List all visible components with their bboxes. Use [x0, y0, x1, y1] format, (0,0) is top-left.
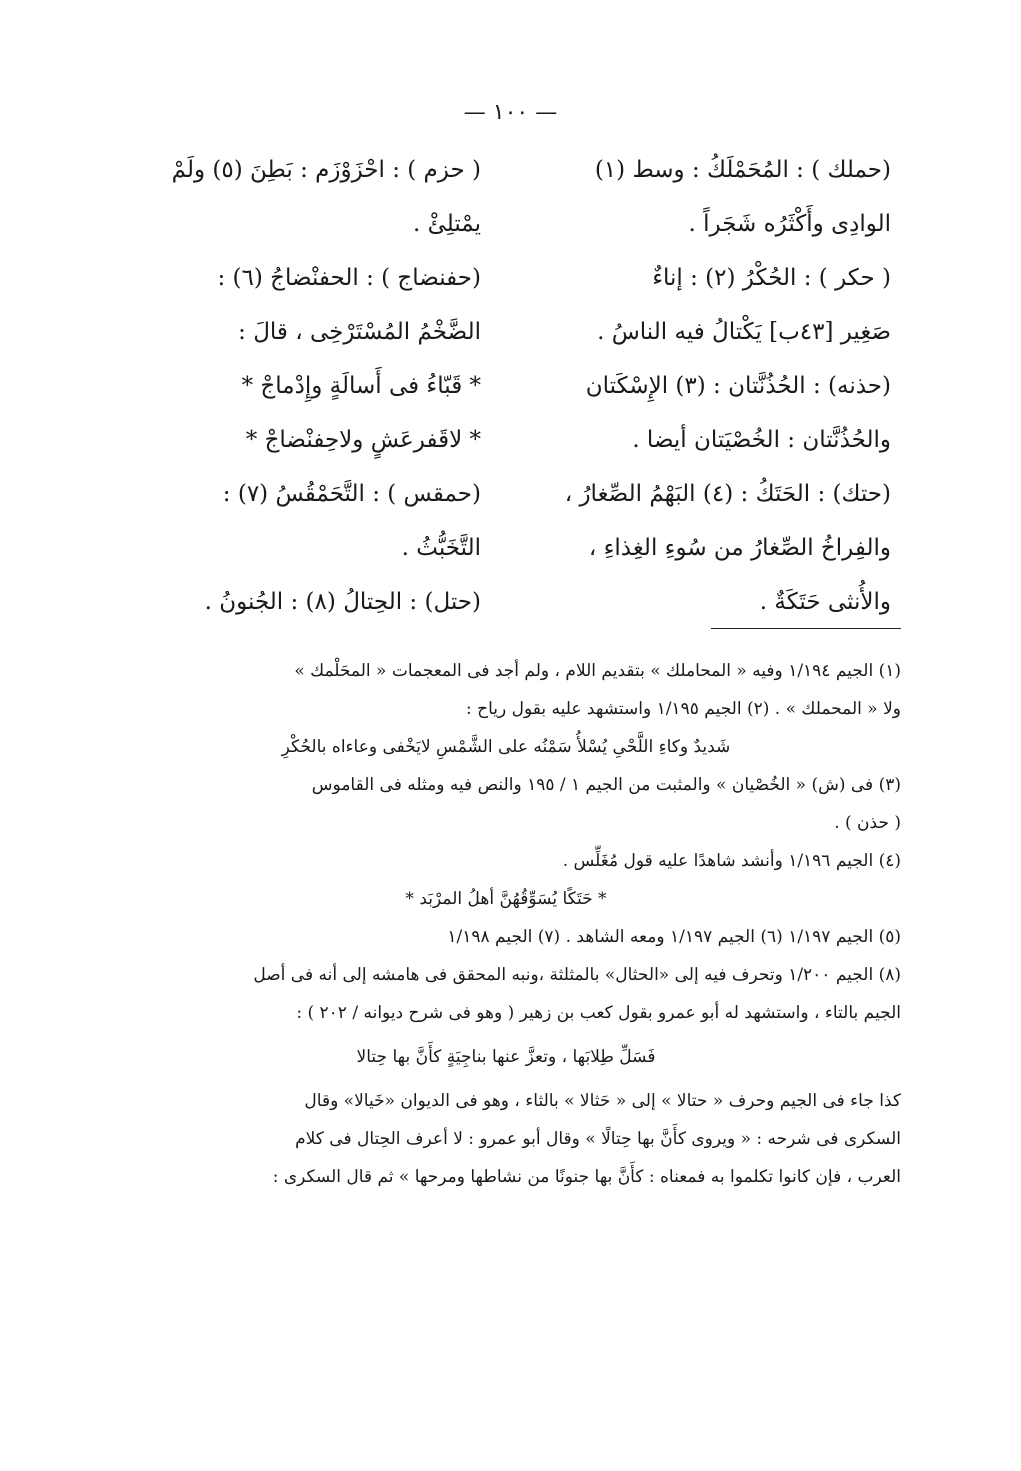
footnote-line: ( حذن ) .	[834, 813, 901, 833]
entry-line: (حذنه) : الحُذُنَّتان : (٣) الإِسْكَتان	[585, 373, 891, 399]
footnote-line: السكرى فى شرحه : « ويروى كأَنَّ بها حِتالًا » وقال أبو عمرو : لا أعرف الحِتال فى كلام	[295, 1129, 901, 1149]
entry-line: والأُنثى حَتَكَةٌ .	[759, 589, 891, 615]
footnote-separator	[711, 628, 901, 629]
footnote-line: (١) الجيم ١/١٩٤ وفيه « المحاملك » بتقديم اللام ، ولم أجد فى المعجمات « المحَلْمك »	[294, 661, 901, 681]
footnote-line: (٣) فى (ش) « الخُصْيان » والمثبت من الجيم ١ / ١٩٥ والنص فيه ومثله فى القاموس	[311, 775, 901, 795]
page-number: — ١٠٠ —	[463, 100, 558, 125]
entry-line: (حملك ) : المُحَمْلَكُ : وسط (١)	[594, 157, 891, 183]
entry-line: الوادِى وأَكْثَرُه شَجَراً .	[688, 211, 891, 237]
footnote-line: كذا جاء فى الجيم وحرف « حتالا » إلى « حَثالا » بالثاء ، وهو فى الديوان «خَيالا» وقال	[304, 1091, 901, 1111]
entry-line: الضَّخْمُ المُسْتَرْخِى ، قالَ :	[238, 319, 481, 345]
footnote-line: العرب ، فإن كانوا تكلموا به فمعناه : كأَنَّ بها جنونًا من نشاطها ومرحها » ثم قال السكرى :	[272, 1167, 901, 1187]
entry-line: (حفنضاج ) : الحفنْضاجُ (٦) :	[217, 265, 481, 291]
entry-line: (حتل) : الحِتالُ (٨) : الجُنونُ .	[204, 589, 481, 615]
verse-line: * قَبّاءُ فى أَسالَةٍ وإِدْماجْ *	[241, 373, 481, 399]
footnotes	[111, 652, 901, 1196]
footnote-verse: شَديدٌ وكاءِ اللَّحْىِ يُسْلأُ سَمْنُه على الشَّمْسِ لايَخْفى وعاءاه بالحُكْرِ	[281, 737, 731, 757]
footnote-line: (٤) الجيم ١/١٩٦ وأنشد شاهدًا عليه قول مُغَلِّس .	[562, 851, 901, 871]
footnote-verse: * حَتَكًا يُسَوِّقُهُنَّ أهلُ المرْبَد *	[405, 889, 607, 909]
entry-line: التَّخَبُّثُ .	[401, 535, 481, 561]
entry-line: (حتك) : الحَتَكُ : (٤) البَهْمُ الصِّغارُ ،	[564, 481, 891, 507]
left-column	[111, 143, 481, 629]
entry-line: ( حزم ) : احْزَوْزَم : بَطِنَ (٥) ولَمْ	[171, 157, 481, 183]
entry-line: والفِراخُ الصِّغارُ من سُوءِ الغِذاءِ ،	[588, 535, 891, 561]
entry-line: صَغِير [٤٣ب] يَكْتالُ فيه الناسُ .	[597, 319, 891, 345]
verse-line: * لاقَفرعَشٍ ولاحِفنْضاجْ *	[245, 427, 481, 453]
right-column	[511, 143, 891, 629]
footnote-line: الجيم بالتاء ، واستشهد له أبو عمرو بقول كعب بن زهير ( وهو فى شرح ديوانه / ٢٠٢ ) :	[296, 1003, 901, 1023]
entry-line: يمْتلِئْ .	[412, 211, 481, 237]
footnote-line: (٥) الجيم ١/١٩٧ (٦) الجيم ١/١٩٧ ومعه الشاهد . (٧) الجيم ١/١٩٨	[447, 927, 901, 947]
footnote-line: (٨) الجيم ١/٢٠٠ وتحرف فيه إلى «الحثال» بالمثلثة ،ونبه المحقق فى هامشه إلى أنه فى أصل	[253, 965, 901, 985]
entry-line: ( حكر ) : الحُكْرُ (٢) : إناءٌ	[652, 265, 891, 291]
footnote-verse: فَسَلِّ طِلابَها ، وتعزَّ عنها بناجِيَةٍ كأَنَّ بها حِتالا	[356, 1047, 656, 1067]
footnote-line: ولا « المحملك » . (٢) الجيم ١/١٩٥ واستشهد عليه بقول رياح :	[466, 699, 901, 719]
entry-line: والحُذُنَّتان : الخُصْيَتان أيضا .	[632, 427, 891, 453]
entry-line: (حمقس ) : التَّحَمْقُسُ (٧) :	[222, 481, 481, 507]
